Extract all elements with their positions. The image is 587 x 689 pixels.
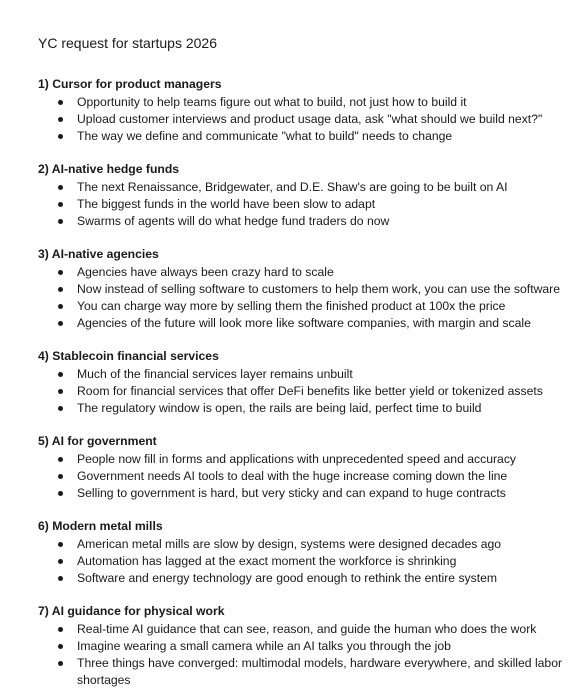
section-modern-metal-mills <box>38 518 567 587</box>
bullet-list <box>38 621 567 689</box>
bullet-dot-icon <box>58 202 63 207</box>
bullet-item <box>38 128 567 145</box>
bullet-text: You can charge way more by selling them the finished product at 100x the price <box>77 299 506 313</box>
bullet-item <box>38 451 567 468</box>
bullet-item <box>38 468 567 485</box>
document-title: YC request for startups 2026 <box>38 35 217 51</box>
bullet-text: Three things have converged: multimodal models, hardware everywhere, and skilled labor shortages <box>77 656 563 687</box>
bullet-item <box>38 196 567 213</box>
bullet-dot-icon <box>58 406 63 411</box>
section-ai-guidance-for-physical-work <box>38 603 567 689</box>
bullet-list <box>38 94 567 145</box>
bullet-text: Agencies have always been crazy hard to scale <box>77 265 334 279</box>
bullet-dot-icon <box>58 627 63 632</box>
section-heading: 2) AI-native hedge funds <box>38 162 180 176</box>
bullet-item <box>38 485 567 502</box>
bullet-text: The next Renaissance, Bridgewater, and D.E. Shaw's are going to be built on AI <box>77 180 508 194</box>
bullet-item <box>38 315 567 332</box>
bullet-dot-icon <box>58 389 63 394</box>
bullet-text: Swarms of agents will do what hedge fund traders do now <box>77 214 390 228</box>
bullet-text: Room for financial services that offer DeFi benefits like better yield or tokenized assets <box>77 384 543 398</box>
bullet-item <box>38 264 567 281</box>
bullet-list <box>38 264 567 332</box>
bullet-dot-icon <box>58 644 63 649</box>
bullet-text: Government needs AI tools to deal with the huge increase coming down the line <box>77 469 508 483</box>
bullet-text: American metal mills are slow by design, systems were designed decades ago <box>77 537 502 551</box>
bullet-text: Imagine wearing a small camera while an AI talks you through the job <box>77 639 451 653</box>
bullet-dot-icon <box>58 576 63 581</box>
section-heading: 1) Cursor for product managers <box>38 77 222 91</box>
bullet-dot-icon <box>58 134 63 139</box>
bullet-text: The regulatory window is open, the rails are being laid, perfect time to build <box>77 401 482 415</box>
bullet-text: Upload customer interviews and product usage data, ask "what should we build next?" <box>77 112 543 126</box>
bullet-dot-icon <box>58 661 63 666</box>
bullet-item <box>38 638 567 655</box>
bullet-list <box>38 179 567 230</box>
bullet-dot-icon <box>58 219 63 224</box>
bullet-dot-icon <box>58 474 63 479</box>
bullet-dot-icon <box>58 457 63 462</box>
section-heading: 5) AI for government <box>38 434 157 448</box>
bullet-text: Software and energy technology are good enough to rethink the entire system <box>77 571 498 585</box>
bullet-dot-icon <box>58 100 63 105</box>
bullet-list <box>38 536 567 587</box>
section-ai-native-agencies <box>38 246 567 332</box>
section-heading: 4) Stablecoin financial services <box>38 349 219 363</box>
bullet-dot-icon <box>58 304 63 309</box>
bullet-dot-icon <box>58 185 63 190</box>
section-heading: 3) AI-native agencies <box>38 247 159 261</box>
bullet-item <box>38 213 567 230</box>
bullet-item <box>38 94 567 111</box>
bullet-item <box>38 553 567 570</box>
bullet-text: Much of the financial services layer remains unbuilt <box>77 367 353 381</box>
bullet-dot-icon <box>58 372 63 377</box>
section-stablecoin-financial-services <box>38 348 567 417</box>
bullet-list <box>38 366 567 417</box>
bullet-dot-icon <box>58 321 63 326</box>
bullet-item <box>38 298 567 315</box>
bullet-dot-icon <box>58 117 63 122</box>
bullet-list <box>38 451 567 502</box>
bullet-item <box>38 570 567 587</box>
section-ai-for-government <box>38 433 567 502</box>
section-cursor-for-product-managers <box>38 76 567 145</box>
bullet-text: Real-time AI guidance that can see, reason, and guide the human who does the work <box>77 622 537 636</box>
bullet-text: People now fill in forms and applications with unprecedented speed and accuracy <box>77 452 517 466</box>
bullet-item <box>38 400 567 417</box>
bullet-text: Opportunity to help teams figure out what to build, not just how to build it <box>77 95 467 109</box>
bullet-text: Automation has lagged at the exact moment the workforce is shrinking <box>77 554 457 568</box>
section-ai-native-hedge-funds <box>38 161 567 230</box>
bullet-item <box>38 536 567 553</box>
bullet-dot-icon <box>58 491 63 496</box>
bullet-dot-icon <box>58 542 63 547</box>
bullet-text: The biggest funds in the world have been slow to adapt <box>77 197 376 211</box>
bullet-dot-icon <box>58 287 63 292</box>
bullet-item <box>38 621 567 638</box>
section-heading: 6) Modern metal mills <box>38 519 163 533</box>
bullet-item <box>38 383 567 400</box>
bullet-item <box>38 281 567 298</box>
bullet-item <box>38 179 567 196</box>
bullet-dot-icon <box>58 270 63 275</box>
bullet-text: Now instead of selling software to customers to help them work, you can use the software <box>77 282 560 296</box>
bullet-text: Agencies of the future will look more like software companies, with margin and scale <box>77 316 531 330</box>
bullet-text: The way we define and communicate "what to build" needs to change <box>77 129 453 143</box>
bullet-dot-icon <box>58 559 63 564</box>
bullet-text: Selling to government is hard, but very sticky and can expand to huge contracts <box>77 486 506 500</box>
bullet-item <box>38 366 567 383</box>
bullet-item <box>38 111 567 128</box>
bullet-item <box>38 655 567 689</box>
section-heading: 7) AI guidance for physical work <box>38 604 225 618</box>
